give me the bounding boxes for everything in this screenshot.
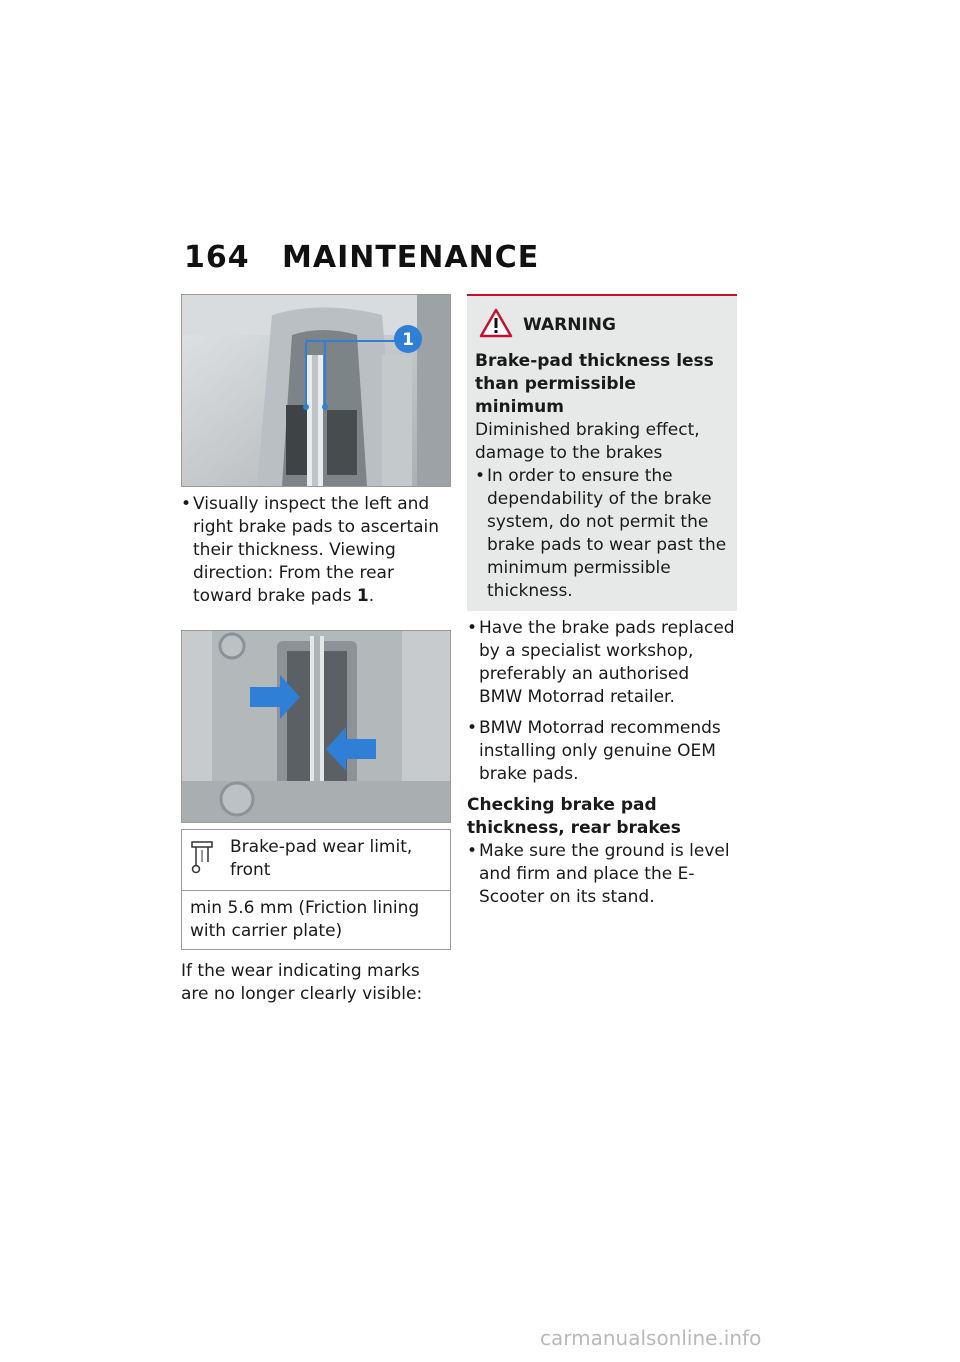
inspect-text: Visually inspect the left and right brake pads to ascertain their thickness. Viewing direction: From the rear toward brake pads (193, 494, 440, 606)
inspect-bullet (181, 493, 451, 608)
spec-box-front (181, 829, 451, 950)
spec-label: Brake-pad wear limit, front (230, 837, 413, 880)
brake-pad-gauge-icon (190, 836, 230, 882)
brake-pad-arrows-figure (181, 630, 451, 823)
warning-box (467, 294, 737, 611)
section-title: MAINTENANCE (282, 240, 540, 275)
inspect-ref: 1 (356, 586, 369, 606)
warning-bullet: • In order to ensure the dependability of the brake system, do not permit the brake pads to wear past the minimum permissible thickness. (475, 465, 729, 603)
warning-desc: Diminished braking effect, damage to the brakes (475, 420, 700, 463)
warning-heading: Brake-pad thickness less than permissible minimum (475, 351, 714, 417)
spec-value: min 5.6 mm (Friction lining with carrier plate) (190, 898, 420, 941)
replace-bullet: • Have the brake pads replaced by a specialist workshop, preferably an authorised BMW Motorrad retailer. (467, 617, 737, 709)
brake-pad-inspection-figure (181, 294, 451, 487)
inspect-end: . (368, 586, 375, 606)
page-number: 164 (184, 240, 250, 275)
page-header (184, 240, 539, 275)
warning-triangle-icon (479, 308, 513, 342)
warning-title: WARNING (523, 315, 616, 335)
left-column (181, 294, 451, 1006)
right-column (467, 294, 737, 909)
oem-bullet: • BMW Motorrad recommends installing only genuine OEM brake pads. (467, 717, 737, 786)
brake-pad-photo (182, 295, 450, 486)
ground-level-bullet: • Make sure the ground is level and firm and place the E-Scooter on its stand. (467, 840, 737, 909)
rear-brakes-heading: Checking brake pad thickness, rear brakes (467, 795, 681, 838)
wear-marks-paragraph: If the wear indicating marks are no longer clearly visible: (181, 961, 423, 1004)
callout-1: 1 (402, 330, 414, 350)
watermark: carmanualsonline.info (540, 1326, 762, 1350)
brake-caliper-photo (182, 631, 450, 822)
